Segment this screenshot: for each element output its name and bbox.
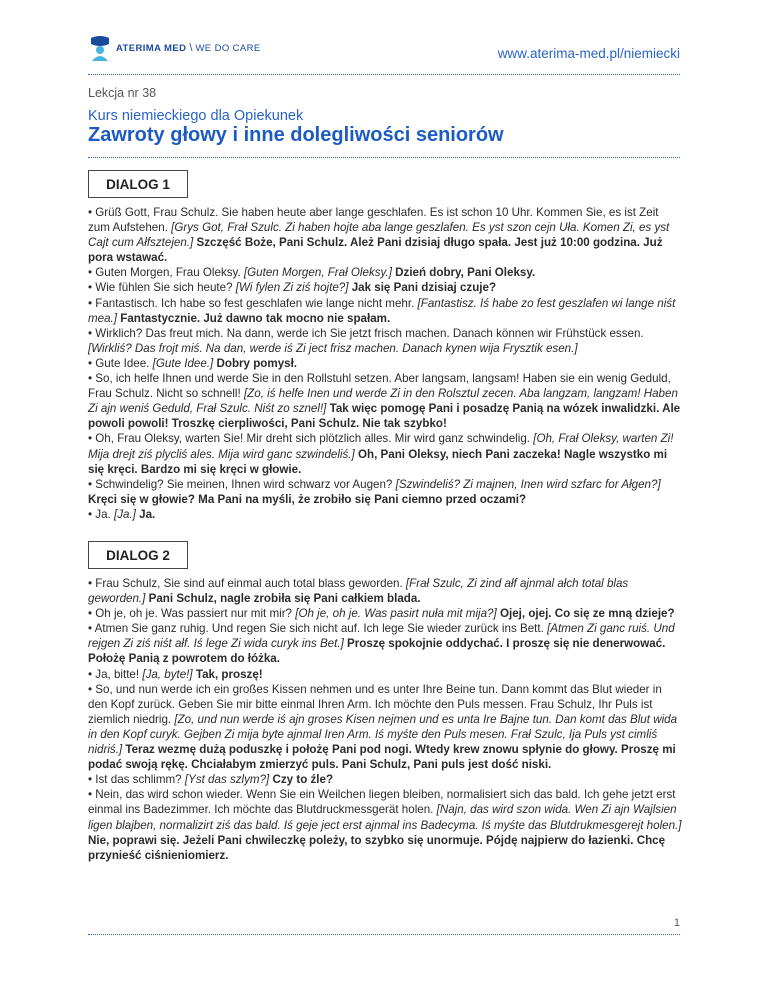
dialog-line: [88, 265, 682, 280]
footer-divider: [88, 934, 680, 935]
pronunciation-text: [Ja, byte!]: [142, 667, 193, 681]
german-text: • Frau Schulz, Sie sind auf einmal auch total blass geworden.: [88, 577, 403, 590]
pronunciation-text: [Zo, iś helfe Inen und werde Zi in den Rolsztul zecen. Aba langzam, langzam! Haben Zi ajn weniś Geduld, Frał Szulc. Niśt zo sznel!]: [88, 387, 678, 416]
pronunciation-text: [Najn, das wird szon wida. Wen Zi ajn Wajlsien ligen blajben, normalizirt ziś das bald. Iś geje ject erst ajnmal ins Badecyma. Iś myśte das Blutdrukmesgerejt holen.]: [88, 803, 682, 832]
pronunciation-text: [Gute Idee.]: [152, 356, 214, 370]
polish-translation: Fantastycznie. Już dawno tak mocno nie spałam.: [120, 311, 391, 325]
dialog-1-heading: DIALOG 1: [88, 170, 188, 198]
page-number: 1: [673, 917, 680, 929]
pronunciation-text: [Grys Got, Frał Szulc. Zi haben hojte aba lange geszlafen. Es yst szon cejn Uła. Komen Zi, es yst Cajt cum Ałfsztejen.]: [88, 221, 670, 250]
german-text: • Ist das schlimm?: [88, 773, 182, 787]
pronunciation-text: [Guten Morgen, Frał Oleksy.]: [243, 266, 392, 280]
polish-translation: Jak się Pani dzisiaj czuje?: [351, 281, 497, 295]
aterima-logo: [88, 32, 261, 64]
dialog-line: [88, 477, 682, 507]
pronunciation-text: [Oh je, oh je. Was pasirt nuła mit mija?]: [295, 607, 497, 621]
pronunciation-text: [Wirkliś? Das frojt miś. Na dan, werde iś Zi ject frisz machen. Danach kynen wija Frysztik esen.]: [88, 341, 578, 355]
polish-translation: Kręci się w głowie? Ma Pani na myśli, że zrobiło się Pani ciemno przed oczami?: [88, 492, 527, 506]
polish-translation: Proszę spokojnie oddychać. I proszę się nie denerwować. Położę Panią z powrotem do łóżka.: [88, 637, 666, 666]
dialog-line: [88, 682, 682, 773]
german-text: • Ja.: [88, 507, 111, 521]
polish-translation: Dzień dobry, Pani Oleksy.: [395, 266, 536, 280]
german-text: • Fantastisch. Ich habe so fest geschlafen wie lange nicht mehr.: [88, 296, 415, 310]
pronunciation-text: [Wi fylen Zi ziś hojte?]: [235, 281, 349, 295]
pronunciation-text: [Szwindeliś? Zi majnen, Inen wird szfarc for Ałgen?]: [395, 477, 661, 491]
logo-tagline: WE DO CARE: [195, 42, 261, 54]
german-text: • Atmen Sie ganz ruhig. Und regen Sie sich nicht auf. Ich lege Sie wieder zurück ins Bett.: [88, 622, 544, 636]
pronunciation-text: [Fantastisz. Iś habe zo fest geszlafen wi lange niśt mea.]: [88, 296, 676, 325]
polish-translation: Pani Schulz, nagle zrobiła się Pani całkiem blada.: [148, 592, 421, 606]
title-divider: [88, 157, 680, 158]
pronunciation-text: [Zo, und nun werde iś ajn groses Kisen nejmen und es unta Ire Bajne tun. Dan komt das Blut wida in den Kopf curyk. Gejben Zi mija byte ajnmal Iren Arm. Iś myśte den Puls mesen. Frał Szulc, Ija Puls yst cimliś nidriś.]: [88, 712, 678, 757]
logo-text: ATERIMA MED: [116, 42, 187, 54]
course-name: Kurs niemieckiego dla Opiekunek: [88, 108, 304, 124]
german-text: • Gute Idee.: [88, 356, 150, 370]
german-text: • Schwindelig? Sie meinen, Ihnen wird schwarz vor Augen?: [88, 477, 393, 491]
logo-separator: \: [189, 42, 193, 54]
lesson-number: Lekcja nr 38: [88, 86, 157, 100]
german-text: • Guten Morgen, Frau Oleksy.: [88, 266, 241, 280]
german-text: • Grüß Gott, Frau Schulz. Sie haben heute aber lange geschlafen. Es ist schon 10 Uhr. Kommen Sie, es ist Zeit zum Aufstehen.: [88, 206, 659, 235]
polish-translation: Tak, proszę!: [195, 667, 263, 681]
polish-translation: Tak więc pomogę Pani i posadzę Panią na wózek inwalidzki. Ale powoli powoli! Troszkę cierpliwości, Pani Schulz. Nie tak szybko!: [88, 402, 681, 431]
dialog-line: [88, 356, 682, 371]
dialog-line: [88, 296, 682, 326]
page-header: [88, 28, 680, 68]
caregiver-logo-icon: [88, 34, 112, 62]
page-title: Zawroty głowy i inne dolegliwości seniorów: [88, 124, 504, 146]
header-divider: [88, 74, 680, 75]
dialog-line: [88, 371, 682, 431]
dialog-2-heading: DIALOG 2: [88, 541, 188, 569]
german-text: • So, ich helfe Ihnen und werde Sie in den Rollstuhl setzen. Aber langsam, langsam! Haben sie ein wenig Geduld, Frau Schulz. Nicht so schnell!: [88, 372, 671, 401]
dialog-line: [88, 606, 682, 621]
dialog-line: [88, 280, 682, 295]
pronunciation-text: [Oh, Frał Oleksy, warten Zi! Mija drejt ziś plycliś ales. Mija wird ganc szwindeliś.]: [88, 432, 674, 461]
pronunciation-text: [Atmen Zi ganc ruiś. Und rejgen Zi ziś niśt ałf. Iś lege Zi wida curyk ins Bet.]: [88, 622, 675, 651]
german-text: • Oh, Frau Oleksy, warten Sie! Mir dreht sich plötzlich alles. Mir wird ganz schwindelig.: [88, 432, 530, 446]
pronunciation-text: [Ja.]: [113, 507, 136, 521]
polish-translation: Ojej, ojej. Co się ze mną dzieje?: [499, 607, 675, 621]
dialog-line: [88, 507, 682, 522]
website-link[interactable]: www.aterima-med.pl/niemiecki: [497, 46, 680, 61]
dialog-2-text: [88, 576, 682, 863]
german-text: • Nein, das wird schon wieder. Wenn Sie ein Weilchen liegen bleiben, normalisiert sich das bald. Ich gehe jetzt erst einmal ins Badezimmer. Ich möchte das Blutdruckmessgerät holen.: [88, 788, 676, 817]
german-text: • Ja, bitte!: [88, 667, 140, 681]
polish-translation: Dobry pomysł.: [216, 356, 298, 370]
german-text: • Oh je, oh je. Was passiert nur mit mir?: [88, 607, 293, 621]
dialog-line: [88, 326, 682, 356]
polish-translation: Nie, poprawi się. Jeżeli Pani chwileczkę poleży, to szybko się unormuje. Pójdę najpierw do łazienki. Chcę przynieść ciśnieniomierz.: [88, 833, 666, 862]
pronunciation-text: [Yst das szlym?]: [184, 773, 270, 787]
german-text: • So, und nun werde ich ein großes Kissen nehmen und es unter Ihre Beine tun. Dann kommt das Blut wieder in den Kopf zurück. Geben Sie mir bitte einmal Ihren Arm. Ich möchte den Puls messen. Frau Schulz, Ihr Puls ist ziemlich niedrig.: [88, 682, 662, 726]
dialog-1-text: [88, 205, 682, 522]
dialog-line: [88, 667, 682, 682]
pronunciation-text: [Frał Szulc, Zi zind ałf ajnmal ałch total blas geworden.]: [88, 577, 629, 606]
dialog-line: [88, 621, 682, 666]
dialog-line: [88, 205, 682, 265]
polish-translation: Ja.: [139, 507, 156, 521]
dialog-line: [88, 772, 682, 787]
german-text: • Wirklich? Das freut mich. Na dann, werde ich Sie jetzt frisch machen. Danach können wir Frühstück essen.: [88, 326, 644, 340]
polish-translation: Oh, Pani Oleksy, niech Pani zaczeka! Nagle wszystko mi się kręci. Bardzo mi się kręci w głowie.: [88, 447, 668, 476]
dialog-line: [88, 787, 682, 862]
dialog-line: [88, 576, 682, 606]
polish-translation: Czy to źle?: [272, 773, 334, 787]
polish-translation: Teraz wezmę dużą poduszkę i położę Pani pod nogi. Wtedy krew znowu spłynie do głowy. Proszę mi podać swoją rękę. Chciałabym zmierzyć puls. Pani Schulz, Pani puls jest dość niski.: [88, 743, 676, 772]
dialog-line: [88, 431, 682, 476]
polish-translation: Szczęść Boże, Pani Schulz. Ależ Pani dzisiaj długo spała. Jest już 10:00 godzina. Już pora wstawać.: [88, 236, 663, 265]
german-text: • Wie fühlen Sie sich heute?: [88, 281, 233, 295]
